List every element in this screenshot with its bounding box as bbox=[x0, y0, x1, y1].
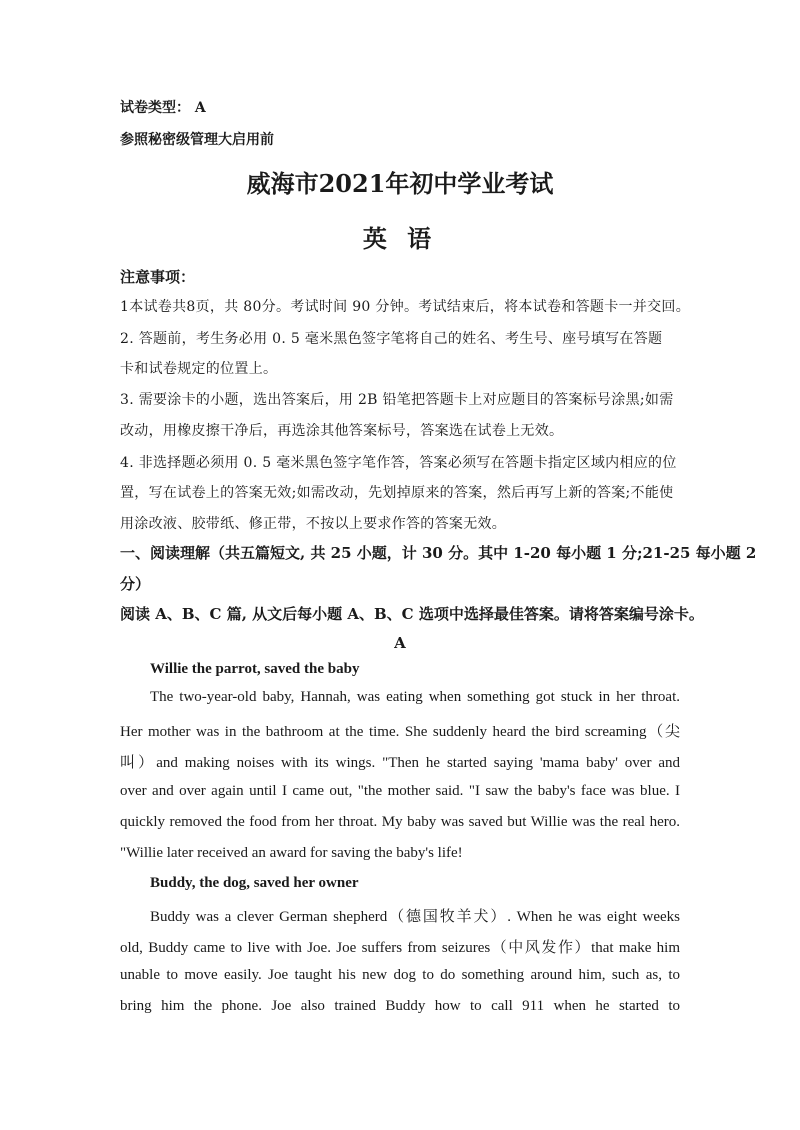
notes-line: 1本试卷共8页，共 80分。考试时间 90 分钟。考试结束后，将本试卷和答题卡一并交回。 bbox=[120, 299, 690, 315]
paragraph-line: quickly removed the food from her throat. My baby was saved but Willie was the real hero. bbox=[120, 814, 680, 830]
section-instruction: 阅读 A、B、C 篇, 从文后每小题 A、B、C 选项中选择最佳答案。请将答案编号涂卡。 bbox=[120, 605, 704, 623]
paragraph-line: Her mother was in the bathroom at the time. She suddenly heard the bird screaming（尖 bbox=[120, 724, 680, 740]
notes-line: 用涂改液、胶带纸、修正带，不按以上要求作答的答案无效。 bbox=[120, 516, 507, 532]
paper-type: 试卷类型： A bbox=[120, 100, 206, 116]
notes-line: 置，写在试卷上的答案无效;如需改动，先划掉原来的答案，然后再写上新的答案;不能使 bbox=[120, 485, 674, 501]
story-title: Willie the parrot, saved the baby bbox=[150, 661, 360, 677]
notes-line: 改动，用橡皮擦干净后，再选涂其他答案标号，答案选在试卷上无效。 bbox=[120, 423, 564, 439]
notes-heading: 注意事项： bbox=[120, 268, 196, 286]
notes-line: 4. 非选择题必须用 0. 5 毫米黑色签字笔作答，答案必须写在答题卡指定区域内相应的位 bbox=[120, 455, 677, 471]
story-title: Buddy, the dog, saved her owner bbox=[150, 875, 359, 891]
paragraph-line: The two-year-old baby, Hannah, was eating when something got stuck in her throat. bbox=[150, 689, 680, 705]
secrecy-level: 参照秘密级管理大启用前 bbox=[120, 132, 274, 148]
paragraph-line: old, Buddy came to live with Joe. Joe suffers from seizures（中风发作）that make him bbox=[120, 940, 680, 956]
paragraph-line: Buddy was a clever German shepherd（德国牧羊犬）. When he was eight weeks bbox=[150, 909, 680, 925]
subject-title: 英 语 bbox=[362, 224, 438, 253]
notes-line: 3. 需要涂卡的小题，选出答案后，用 2B 铅笔把答题卡上对应题目的答案标号涂黑;如需 bbox=[120, 392, 674, 408]
paragraph-line: bring him the phone. Joe also trained Buddy how to call 911 when he started to bbox=[120, 998, 680, 1014]
paragraph-line: over and over again until I came out, "the mother said. "I saw the baby's face was blue. I bbox=[120, 783, 680, 799]
paragraph-line: "Willie later received an award for saving the baby's life! bbox=[120, 845, 463, 861]
notes-line: 2. 答题前，考生务必用 0. 5 毫米黑色签字笔将自己的姓名、考生号、座号填写在答题 bbox=[120, 331, 663, 347]
paragraph-line: 叫）and making noises with its wings. "Then he started saying 'mama baby' over and bbox=[120, 755, 680, 771]
passage-label: A bbox=[394, 634, 406, 652]
section-heading: 一、阅读理解（共五篇短文, 共 25 小题，计 30 分。其中 1-20 每小题 1 分;21-25 每小题 2 bbox=[120, 544, 757, 562]
exam-title: 威海市2021年初中学业考试 bbox=[246, 169, 554, 198]
section-heading-cont: 分） bbox=[120, 575, 151, 593]
paragraph-line: unable to move easily. Joe taught his new dog to do something around him, such as, to bbox=[120, 967, 680, 983]
notes-line: 卡和试卷规定的位置上。 bbox=[120, 361, 278, 377]
